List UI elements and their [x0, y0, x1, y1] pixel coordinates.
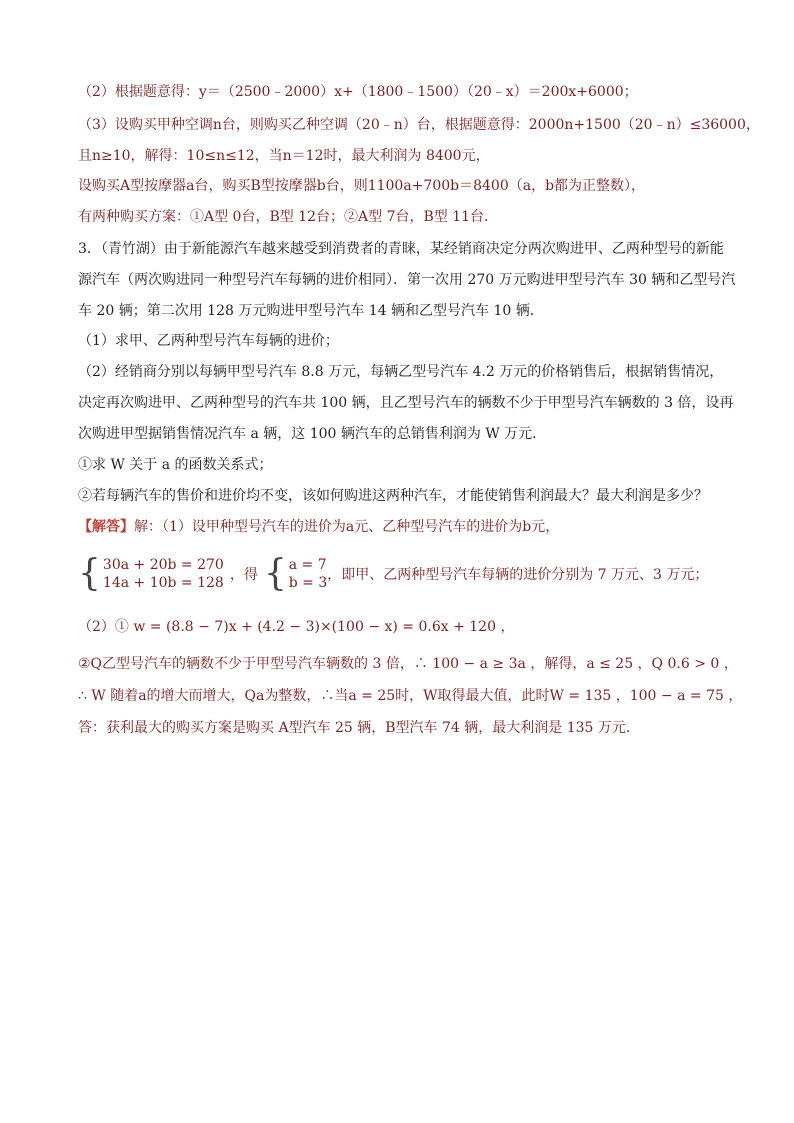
answer-line-4: 设购买A型按摩器a台，购买B型按摩器b台，则1100a+700b＝8400（a，b都为正整数）， [78, 178, 646, 194]
left-brace: { [78, 553, 101, 594]
question-3-sub-1: ①求 W 关于 a 的函数关系式； [78, 457, 273, 473]
answer-line-5: 有两种购买方案：①A型 0台，B型 12台；②A型 7台，B型 11台． [78, 209, 499, 225]
equation-1: 30a + 20b = 270 [102, 557, 224, 573]
solution-part-2-3: ∴ W 随着a的增大而增大，Qa为整数，∴当a = 25时，W取得最大值，此时W = 135 ，100 − a = 75 ， [78, 688, 743, 704]
solution-b: b = 3 [288, 575, 328, 591]
connector-text: ，得 [229, 567, 258, 583]
question-3-line-1: 3．（青竹湖）由于新能源汽车越来越受到消费者的青睐，某经销商决定分两次购进甲、乙两种型号的新能 [78, 241, 724, 257]
equation-system-row [78, 554, 708, 594]
equation-2: 14a + 10b = 128 [102, 575, 224, 591]
answer-line-3: （3）设购买甲种空调n台，则购买乙种空调（20﹣n）台，根据题意得：2000n+1500（20﹣n）≤36000， [78, 117, 760, 133]
solution-text: 解：（1）设甲种型号汽车的进价为a元、乙种型号汽车的进价为b元， [134, 519, 560, 535]
question-3-line-3: 车 20 辆；第二次用 128 万元购进甲型号汽车 14 辆和乙型号汽车 10 辆． [78, 303, 544, 319]
solution-stack [289, 556, 328, 592]
solution-part-2-1: （2）① w = (8.8 − 7)x + (4.2 − 3)×(100 − x) = 0.6x + 120 ， [78, 619, 515, 635]
question-3-part-2-cont2: 次购进甲型据销售情况汽车 a 辆，这 100 辆汽车的总销售利润为 W 万元． [78, 426, 547, 442]
solution-a: a = 7 [288, 557, 327, 573]
equation-stack [103, 556, 224, 592]
question-3-sub-2: ②若每辆汽车的售价和进价均不变，该如何购进这两种汽车，才能使销售利润最大？最大利润是多少？ [78, 488, 708, 504]
solution-part-2-2: ②Q乙型号汽车的辆数不少于甲型号汽车辆数的 3 倍，∴ 100 − a ≥ 3a ，解得，a ≤ 25 ，Q 0.6 > 0 ， [78, 656, 738, 672]
answer-line-3-cont: 且n≥10，解得：10≤n≤12，当n＝12时，最大利润为 8400元， [78, 148, 490, 164]
left-brace-solution: { [263, 553, 287, 594]
solution-tag: 【解答】 [78, 519, 134, 535]
answer-line-2: （2）根据题意得：y＝（2500﹣2000）x+（1800﹣1500）（20﹣x）＝200x+6000； [78, 84, 638, 100]
solution-answer: 答：获利最大的购买方案是购买 A型汽车 25 辆，B型汽车 74 辆，最大利润是 135 万元． [78, 720, 640, 736]
system-conclusion: ，即甲、乙两种型号汽车每辆的进价分别为 7 万元、3 万元； [327, 567, 709, 583]
question-3-part-1: （1）求甲、乙两种型号汽车每辆的进价； [78, 333, 339, 349]
question-3-part-2-cont: 决定再次购进甲、乙两种型号的汽车共 100 辆，且乙型号汽车的辆数不少于甲型号汽车辆数的 3 倍，设再 [78, 395, 734, 411]
solution-intro [78, 517, 734, 537]
question-3-line-2: 源汽车（两次购进同一种型号汽车每辆的进价相同）．第一次用 270 万元购进甲型号汽车 30 辆和乙型号汽 [78, 272, 736, 288]
question-3-part-2: （2）经销商分别以每辆甲型号汽车 8.8 万元，每辆乙型号汽车 4.2 万元的价格销售后，根据销售情况， [78, 364, 724, 380]
